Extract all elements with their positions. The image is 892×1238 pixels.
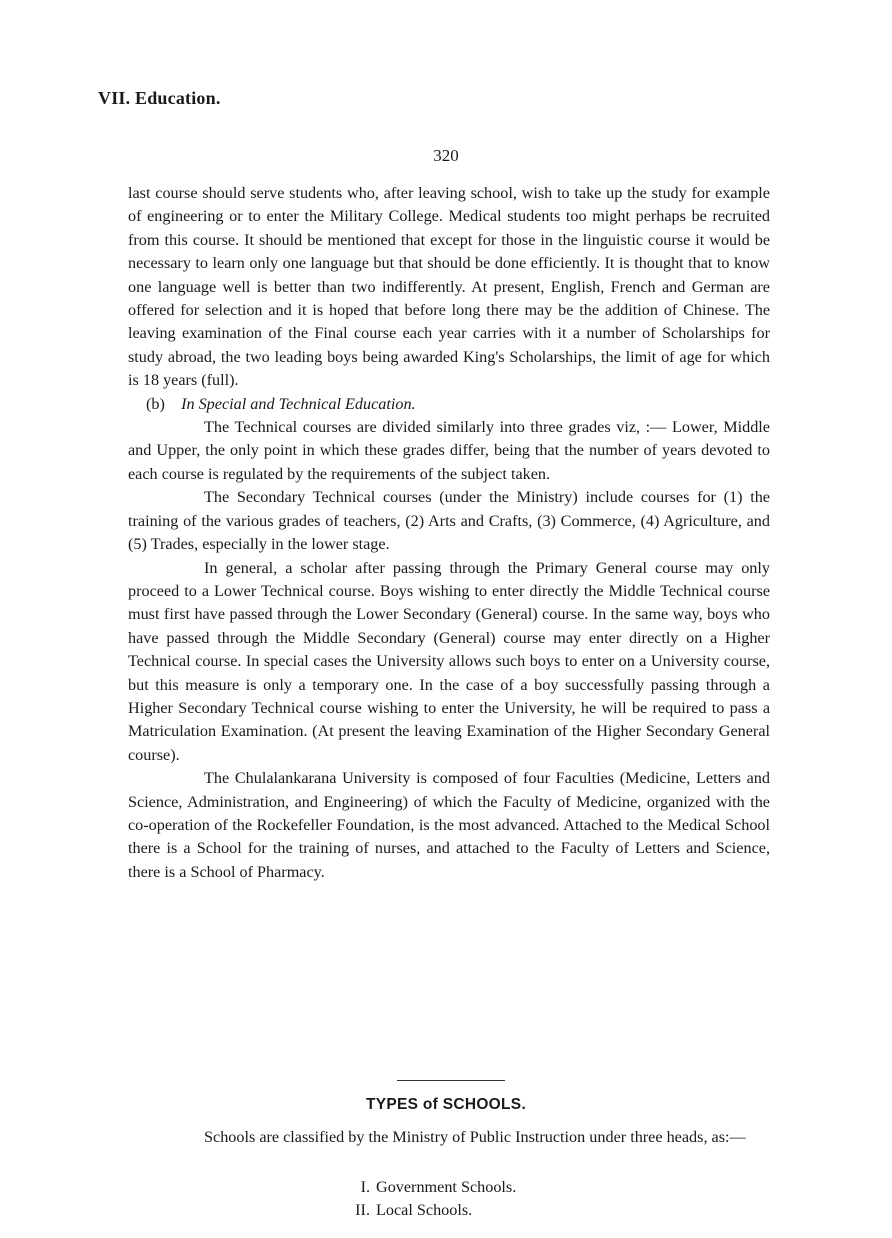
list-item-text: Local Schools.	[376, 1201, 473, 1219]
types-of-schools-heading: TYPES of SCHOOLS.	[365, 1096, 527, 1113]
body-text	[128, 182, 770, 884]
types-intro	[128, 1124, 770, 1151]
section-header: VII. Education.	[98, 88, 221, 108]
school-types-list	[330, 1176, 516, 1222]
paragraph-technical-grades: The Technical courses are divided similarly into three grades viz, :— Lower, Middle and Upper, the only point in which these grades differ, being that the number of years devoted to each course is regulated by the requirements of the subject taken.	[128, 418, 770, 483]
list-item	[330, 1176, 516, 1199]
subsection-title: In Special and Technical Education.	[181, 394, 416, 413]
list-item-text: Government Schools.	[376, 1178, 517, 1196]
subsection-label: (b)	[146, 394, 165, 413]
list-item-number: II.	[355, 1201, 370, 1219]
list-item	[330, 1199, 516, 1222]
paragraph-scholar-progression: In general, a scholar after passing through the Primary General course may only proceed to a Lower Technical course. Boys wishing to enter directly the Middle Technical course must first have passed through the Lower Secondary (General) course. In the same way, boys who have passed through the Middle Secondary (General) course may enter directly on a Higher Technical course. In special cases the University allows such boys to enter on a University course, but this measure is only a temporary one. In the case of a boy successfully passing through a Higher Secondary Technical course wishing to enter the University, he will be required to pass a Matriculation Examination. (At present the leaving Examination of the Higher Secondary General course).	[128, 558, 770, 764]
paragraph-secondary-technical: The Secondary Technical courses (under the Ministry) include courses for (1) the training of the various grades of teachers, (2) Arts and Crafts, (3) Commerce, (4) Agriculture, and (5) Trades, especially in the lower stage.	[128, 488, 770, 554]
paragraph-general-course: last course should serve students who, after leaving school, wish to take up the study for example of engineering or to enter the Military College. Medical students too might perhaps be recruited from this course. It should be mentioned that except for those in the linguistic course it would be necessary to learn only one language but that should be done efficiently. It is thought that to know one language well is better than two indifferently. At present, English, French and German are offered for selection and it is hoped that before long there may be the addition of Chinese. The leaving examination of the Final course each year carries with it a number of Scholarships for study abroad, the two leading boys being awarded King's Scholarships, the limit of age for which is 18 years (full).	[128, 184, 770, 390]
subsection-heading	[128, 393, 770, 416]
paragraph-university: The Chulalankarana University is composed of four Faculties (Medicine, Letters and Science, Administration, and Engineering) of which the Faculty of Medicine, organized with the co-operation of the Rockefeller Foundation, is the most advanced. Attached to the Medical School there is a School for the training of nurses, and attached to the Faculty of Letters and Science, there is a School of Pharmacy.	[128, 769, 770, 881]
divider-rule	[397, 1080, 505, 1081]
types-intro-paragraph: Schools are classified by the Ministry of Public Instruction under three heads, as:—	[204, 1128, 746, 1146]
page-number: 320	[433, 146, 459, 165]
list-item-number: I.	[360, 1178, 370, 1196]
